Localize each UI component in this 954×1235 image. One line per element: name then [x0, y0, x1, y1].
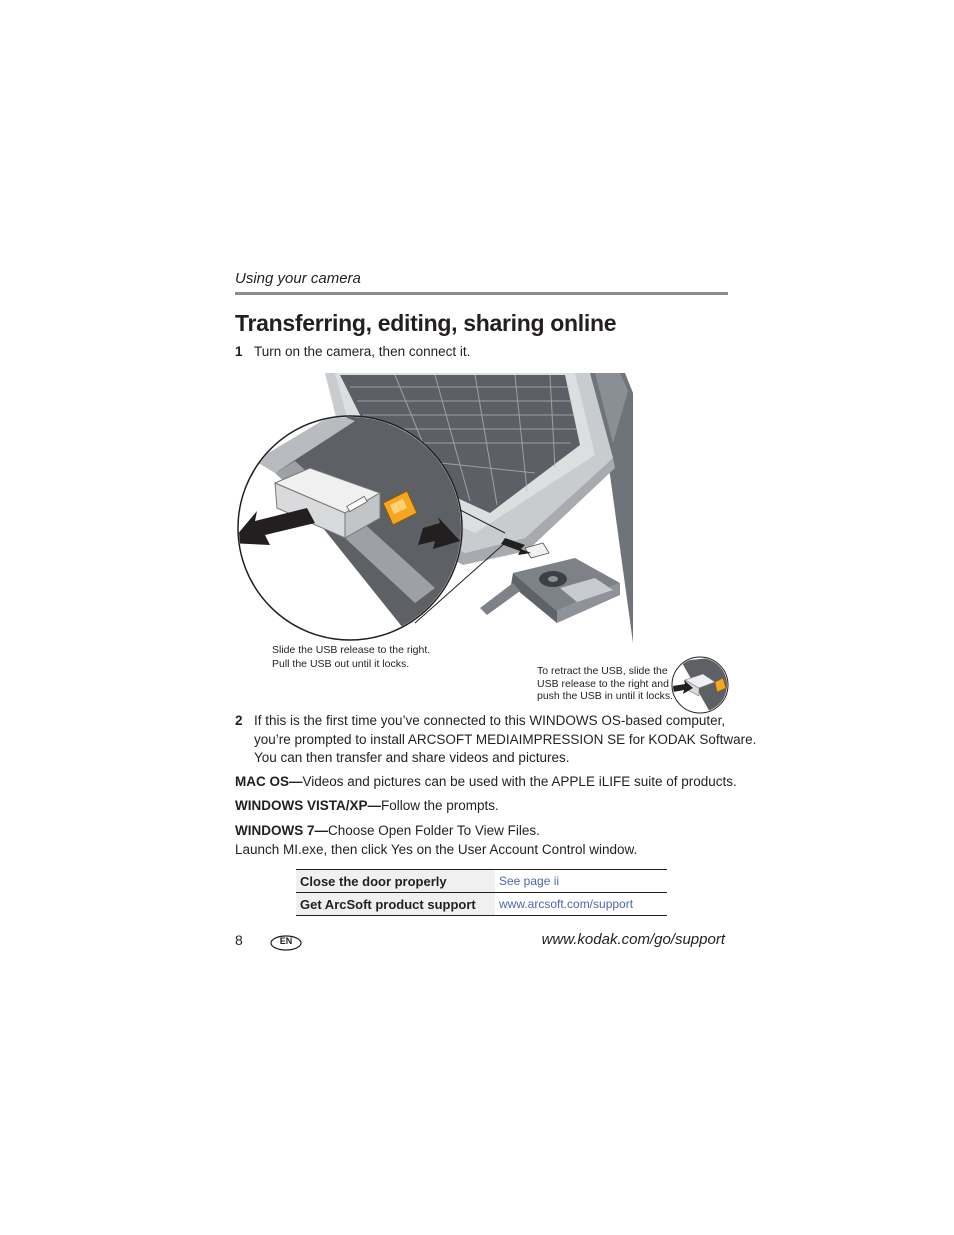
retract-inset-illustration [671, 656, 729, 714]
os-text: Follow the prompts. [381, 798, 499, 813]
language-badge-label: EN [279, 936, 293, 946]
os-label: WINDOWS VISTA/XP— [235, 798, 382, 813]
windows-vista-xp-paragraph [235, 797, 730, 816]
table-row [296, 893, 667, 916]
reference-table [296, 869, 667, 916]
caption-line: push the USB in until it locks. [537, 690, 673, 703]
caption-line: To retract the USB, slide the [537, 665, 668, 677]
os-text: Choose Open Folder To View Files. [328, 823, 540, 838]
language-badge [270, 935, 302, 951]
caption-line: USB release to the right and [537, 677, 669, 690]
step-text-line: If this is the first time you’ve connected to this WINDOWS OS-based computer, [254, 713, 726, 728]
os-label: WINDOWS 7— [235, 823, 328, 838]
table-row [296, 870, 667, 893]
windows-7-paragraph [235, 822, 730, 859]
step-2 [235, 712, 757, 770]
mac-os-paragraph [235, 773, 737, 792]
page-number: 8 [235, 932, 243, 948]
header-rule [235, 292, 728, 295]
table-cell-key: Get ArcSoft product support [296, 893, 495, 916]
step-text-line: you’re prompted to install ARCSOFT MEDIAIMPRESSION SE for KODAK Software. [254, 731, 757, 747]
step-1 [235, 343, 730, 363]
page-title: Transferring, editing, sharing online [235, 310, 617, 336]
illustration-caption-right [537, 665, 677, 703]
see-page-link[interactable]: See page ii [495, 870, 667, 893]
os-text: Videos and pictures can be used with the APPLE iLIFE suite of products. [302, 774, 737, 789]
illustration-caption-left [272, 643, 472, 671]
step-text: Turn on the camera, then connect it. [254, 344, 471, 359]
arcsoft-support-link[interactable]: www.arcsoft.com/support [495, 893, 667, 916]
support-url[interactable]: www.kodak.com/go/support [541, 931, 725, 948]
os-text-line2: Launch MI.exe, then click Yes on the User Account Control window. [235, 841, 638, 857]
step-number: 1 [235, 344, 243, 359]
caption-line: Pull the USB out until it locks. [272, 658, 410, 670]
step-text [254, 712, 756, 768]
usb-connection-illustration [235, 373, 633, 643]
step-text-line: You can then transfer and share videos and pictures. [254, 750, 570, 765]
table-cell-key: Close the door properly [296, 870, 495, 893]
os-label: MAC OS— [235, 774, 303, 789]
caption-line: Slide the USB release to the right. [272, 644, 431, 656]
step-number: 2 [235, 713, 243, 728]
running-head: Using your camera [235, 270, 361, 287]
